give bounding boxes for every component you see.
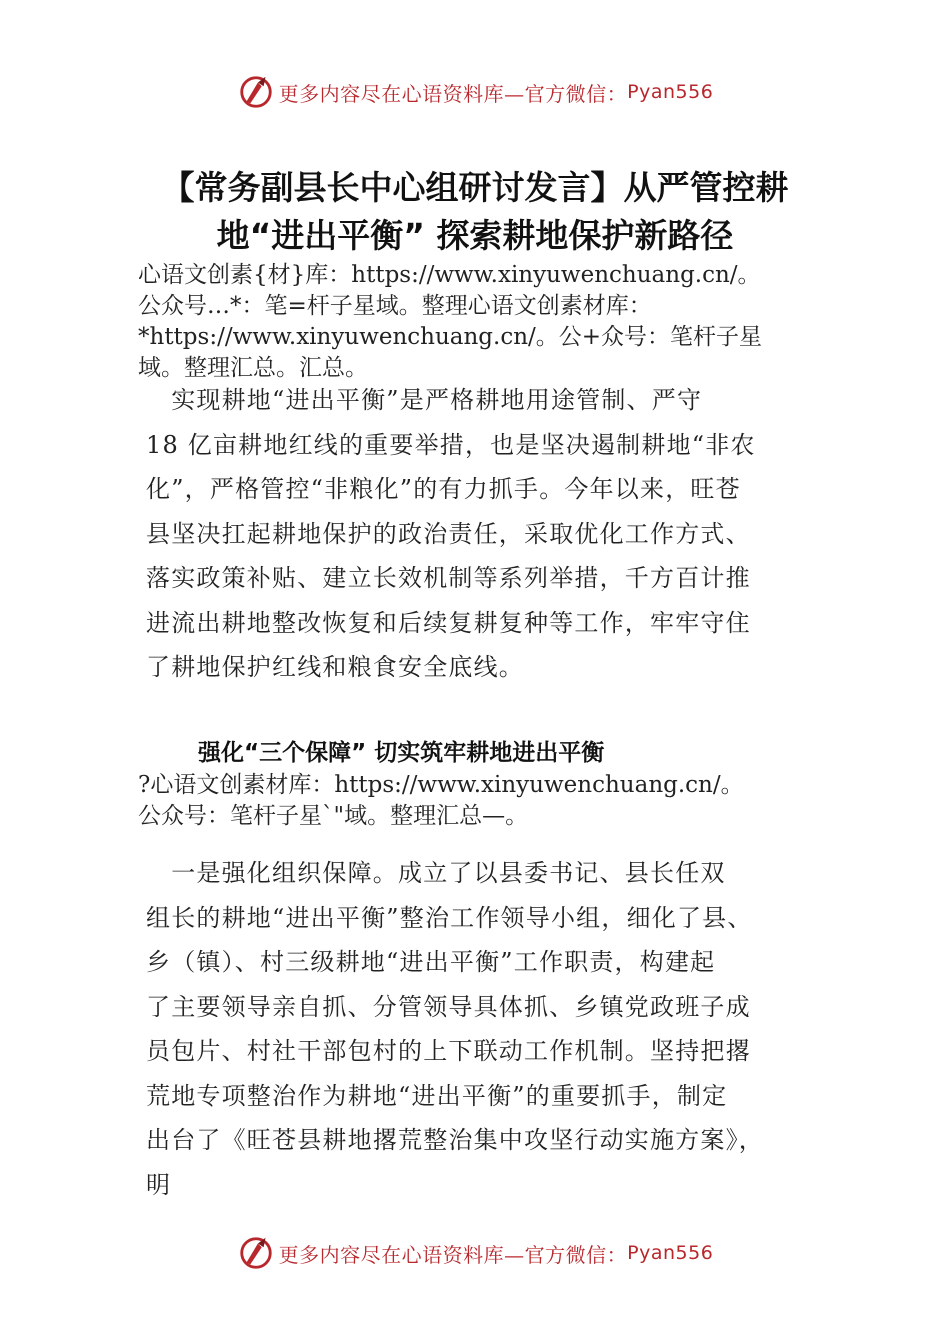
paragraph-line: 一是强化组织保障。成立了以县委书记、县长任双 [146,859,726,887]
banner-text: 更多内容尽在心语资料库—官方微信： [278,81,628,106]
document-title [110,164,840,260]
source-note [138,770,838,832]
source-line: 公众号：笔杆子星`"域。整理汇总—。 [138,803,529,829]
body-paragraph [146,851,846,1207]
source-line: 公众号…*：笔=杆子星域。整理心语文创素材库： [138,293,652,319]
source-note [138,260,838,384]
intro-paragraph [146,378,846,690]
paragraph-line: 实现耕地“进出平衡”是严格耕地用途管制、严守 [146,386,703,414]
source-line: ?心语文创素材库：https://www.xinyuwenchuang.cn/。 [138,772,744,798]
header-banner [0,72,950,112]
paragraph-line: 组长的耕地“进出平衡”整治工作领导小组，细化了县、 [146,903,753,932]
paragraph-line: 荒地专项整治作为耕地“进出平衡”的重要抓手，制定 [146,1081,728,1110]
banner-wechat-id: Pyan556 [627,1242,714,1264]
brand-logo-icon [237,1234,275,1272]
paragraph-line: 18 亿亩耕地红线的重要举措，也是坚决遏制耕地“非农 [146,430,756,459]
paragraph-line: 落实政策补贴、建立长效机制等系列举措，千方百计推 [146,564,751,592]
banner-text: 更多内容尽在心语资料库—官方微信： [278,1242,628,1267]
paragraph-line: 明 [146,1170,172,1199]
brand-logo-icon [237,73,275,111]
footer-banner [0,1233,950,1273]
paragraph-line: 化”，严格管控“非粮化”的有力抓手。今年以来，旺苍 [146,475,741,503]
paragraph-line: 进流出耕地整改恢复和后续复耕复种等工作，牢牢守住 [146,608,751,637]
source-line: 心语文创素{材}库：https://www.xinyuwenchuang.cn/。 [138,262,761,288]
paragraph-line: 了主要领导亲自抓、分管领导具体抓、乡镇党政班子成 [146,992,751,1021]
title-line: 地“进出平衡” 探索耕地保护新路径 [216,216,734,255]
paragraph-line: 乡（镇）、村三级耕地“进出平衡”工作职责，构建起 [146,948,716,976]
paragraph-line: 县坚决扛起耕地保护的政治责任，采取优化工作方式、 [146,519,751,548]
source-line: 域。整理汇总。汇总。 [138,355,368,381]
paragraph-line: 出台了《旺苍县耕地撂荒整治集中攻坚行动实施方案》， [146,1126,764,1154]
paragraph-line: 员包片、村社干部包村的上下联动工作机制。坚持把撂 [146,1037,751,1065]
title-line: 【常务副县长中心组研讨发言】从严管控耕 [161,168,789,207]
paragraph-line: 了耕地保护红线和粮食安全底线。 [146,653,524,681]
section-heading: 强化“三个保障” 切实筑牢耕地进出平衡 [198,740,605,766]
banner-wechat-id: Pyan556 [627,81,714,103]
source-line: *https://www.xinyuwenchuang.cn/。公+众号：笔杆子星 [138,324,763,350]
